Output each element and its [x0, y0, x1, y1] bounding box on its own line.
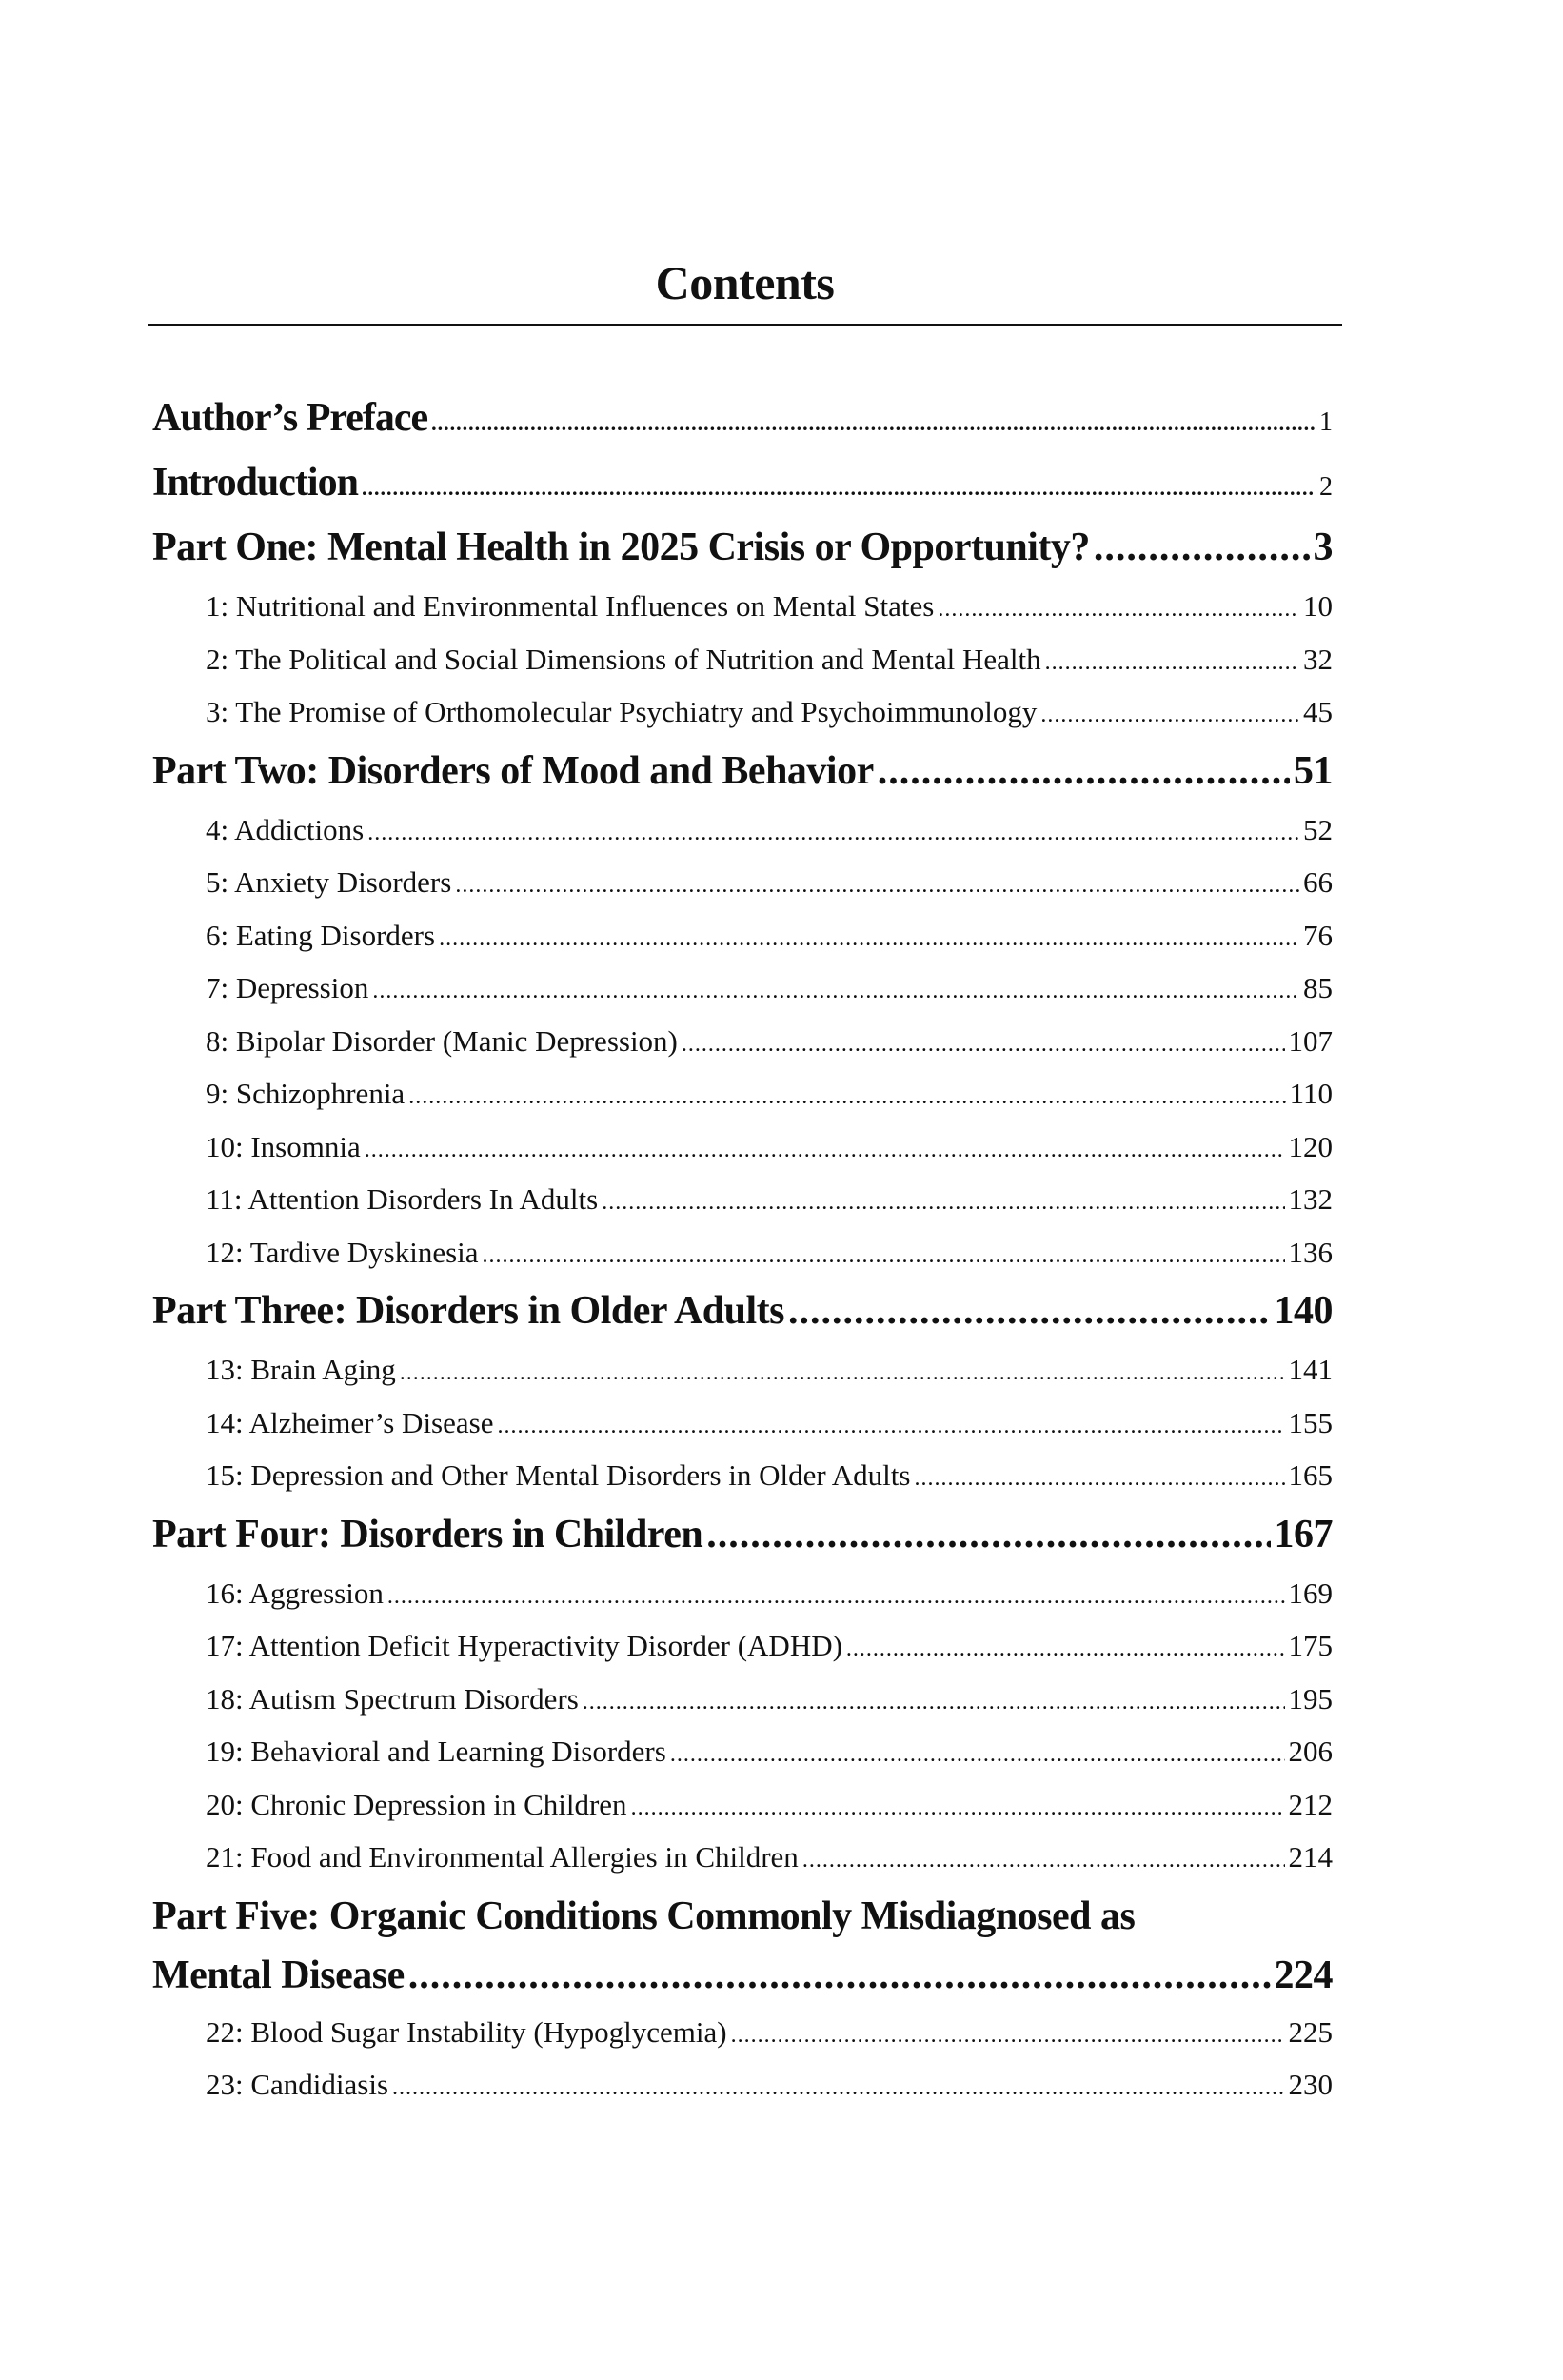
toc-chapter-label: 2: The Political and Social Dimensions of Nutrition and Mental Health [206, 642, 1041, 676]
toc-chapter-14[interactable] [152, 1406, 1333, 1459]
toc-chapter-4[interactable] [152, 813, 1333, 866]
toc-chapter-2[interactable] [152, 643, 1333, 696]
toc-page-number: 10 [1303, 589, 1333, 623]
toc-entry-label: Introduction [152, 461, 358, 505]
dot-leader [372, 979, 1299, 1004]
toc-chapter-10[interactable] [152, 1130, 1333, 1183]
toc-chapter-8[interactable] [152, 1024, 1333, 1078]
toc-chapter-9[interactable] [152, 1077, 1333, 1130]
toc-chapter-13[interactable] [152, 1353, 1333, 1406]
toc-chapter-label: 11: Attention Disorders In Adults [206, 1182, 599, 1216]
toc-chapter-label: 1: Nutritional and Environmental Influences on Mental States [206, 589, 935, 623]
toc-chapter-22[interactable] [152, 2015, 1333, 2069]
toc-page-number: 3 [1313, 526, 1333, 569]
toc-page-number: 120 [1288, 1129, 1333, 1163]
dot-leader [408, 1953, 1271, 1998]
toc-chapter-7[interactable] [152, 971, 1333, 1024]
toc-page-number: 45 [1303, 695, 1333, 728]
toc-page-number: 167 [1274, 1512, 1333, 1557]
dot-leader [455, 873, 1299, 899]
toc-part-two[interactable] [152, 748, 1333, 813]
toc-page-number: 206 [1288, 1735, 1333, 1768]
toc-part-five[interactable] [152, 1953, 1333, 2015]
toc-chapter-19[interactable] [152, 1735, 1333, 1788]
toc-page-number: 1 [1319, 407, 1333, 437]
toc-chapter-label: 7: Depression [206, 971, 369, 1004]
toc-page-number: 195 [1288, 1681, 1333, 1716]
toc-page-number: 2 [1319, 472, 1333, 502]
dot-leader [602, 1190, 1284, 1216]
dot-leader [1040, 703, 1299, 728]
dot-leader [439, 926, 1299, 952]
dot-leader [367, 821, 1299, 846]
dot-leader [682, 1032, 1285, 1058]
toc-chapter-label: 12: Tardive Dyskinesia [206, 1235, 479, 1269]
toc-chapter-21[interactable] [152, 1840, 1333, 1894]
toc-chapter-label: 4: Addictions [206, 812, 365, 846]
toc-page-number: 155 [1288, 1405, 1333, 1439]
dot-leader [788, 1288, 1271, 1334]
toc-chapter-label: 16: Aggression [206, 1576, 384, 1610]
toc-page-number: 212 [1288, 1787, 1333, 1821]
table-of-contents [152, 395, 1333, 2121]
toc-page-number: 110 [1289, 1077, 1333, 1110]
dot-leader [365, 1138, 1285, 1163]
toc-page-number: 140 [1274, 1289, 1333, 1333]
toc-page-number: 136 [1288, 1235, 1333, 1269]
toc-chapter-label: 15: Depression and Other Mental Disorders in Older Adults [206, 1458, 911, 1492]
dot-leader [392, 2075, 1284, 2101]
toc-part-label: Mental Disease [152, 1953, 405, 1997]
toc-part-label: Part Three: Disorders in Older Adults [152, 1289, 784, 1333]
toc-page-number: 132 [1288, 1182, 1333, 1216]
toc-chapter-label: 23: Candidiasis [206, 2068, 389, 2101]
toc-chapter-label: 3: The Promise of Orthomolecular Psychiatry and Psychoimmunology [206, 695, 1038, 728]
dot-leader [878, 748, 1290, 794]
dot-leader [938, 597, 1299, 623]
dot-leader [706, 1512, 1270, 1557]
dot-leader [802, 1848, 1285, 1874]
dot-leader [483, 1243, 1285, 1269]
dot-leader [914, 1466, 1284, 1492]
toc-part-four[interactable] [152, 1512, 1333, 1577]
toc-part-label: Part Two: Disorders of Mood and Behavior [152, 748, 874, 793]
toc-page-number: 85 [1303, 971, 1333, 1004]
toc-page-number: 214 [1288, 1840, 1333, 1874]
toc-chapter-label: 21: Food and Environmental Allergies in Children [206, 1840, 799, 1874]
toc-chapter-label: 5: Anxiety Disorders [206, 865, 452, 899]
toc-part-five-heading[interactable]: Part Five: Organic Conditions Commonly Misdiagnosed as [152, 1894, 1136, 1938]
dot-leader [362, 476, 1316, 501]
toc-chapter-label: 10: Insomnia [206, 1129, 361, 1163]
dot-leader [408, 1084, 1285, 1110]
dot-leader [1094, 525, 1310, 570]
toc-part-three[interactable] [152, 1288, 1333, 1353]
dot-leader [387, 1584, 1285, 1610]
toc-page-number: 52 [1303, 812, 1333, 846]
toc-chapter-16[interactable] [152, 1577, 1333, 1630]
dot-leader [583, 1690, 1285, 1716]
toc-page-number: 32 [1303, 642, 1333, 676]
toc-page-number: 165 [1288, 1458, 1333, 1492]
toc-entry-authors-preface[interactable] [152, 395, 1333, 460]
toc-entry-label: Author’s Preface [152, 396, 428, 440]
toc-chapter-label: 14: Alzheimer’s Disease [206, 1405, 494, 1439]
dot-leader [731, 2023, 1285, 2049]
toc-chapter-label: 8: Bipolar Disorder (Manic Depression) [206, 1023, 678, 1058]
toc-chapter-23[interactable] [152, 2068, 1333, 2121]
toc-page-number: 51 [1294, 748, 1333, 793]
title-rule [148, 324, 1342, 326]
toc-chapter-label: 19: Behavioral and Learning Disorders [206, 1735, 666, 1768]
toc-chapter-11[interactable] [152, 1182, 1333, 1236]
toc-page-number: 175 [1288, 1629, 1333, 1662]
dot-leader [846, 1636, 1285, 1662]
dot-leader [670, 1742, 1285, 1768]
toc-page-number: 141 [1288, 1353, 1333, 1386]
toc-page-number: 107 [1288, 1023, 1333, 1058]
toc-chapter-1[interactable] [152, 589, 1333, 643]
toc-part-one[interactable] [152, 525, 1333, 589]
toc-page-number: 230 [1288, 2068, 1333, 2101]
toc-page-number: 224 [1274, 1953, 1333, 1997]
toc-chapter-label: 9: Schizophrenia [206, 1077, 406, 1110]
toc-chapter-3[interactable] [152, 695, 1333, 748]
toc-chapter-label: 18: Autism Spectrum Disorders [206, 1681, 579, 1716]
dot-leader [631, 1795, 1285, 1821]
toc-part-label: Part Four: Disorders in Children [152, 1512, 703, 1557]
toc-chapter-label: 22: Blood Sugar Instability (Hypoglycemia) [206, 2014, 727, 2049]
toc-page-number: 76 [1303, 918, 1333, 952]
dot-leader [1045, 650, 1299, 676]
toc-chapter-label: 20: Chronic Depression in Children [206, 1787, 627, 1821]
dot-leader [431, 411, 1316, 436]
toc-page-number: 225 [1288, 2014, 1333, 2049]
toc-chapter-12[interactable] [152, 1236, 1333, 1289]
toc-part-label: Part One: Mental Health in 2025 Crisis or Opportunity? [152, 526, 1090, 569]
toc-chapter-5[interactable] [152, 865, 1333, 919]
toc-chapter-6[interactable] [152, 919, 1333, 972]
toc-chapter-20[interactable] [152, 1788, 1333, 1841]
toc-chapter-label: 17: Attention Deficit Hyperactivity Disorder (ADHD) [206, 1629, 842, 1662]
page-title: Contents [655, 256, 835, 309]
dot-leader [400, 1360, 1285, 1386]
toc-page-number: 169 [1288, 1576, 1333, 1610]
toc-page-number: 66 [1303, 865, 1333, 899]
toc-chapter-15[interactable] [152, 1458, 1333, 1512]
toc-entry-introduction[interactable] [152, 460, 1333, 525]
toc-chapter-18[interactable] [152, 1682, 1333, 1735]
toc-chapter-label: 13: Brain Aging [206, 1353, 396, 1386]
toc-chapter-17[interactable] [152, 1629, 1333, 1682]
toc-chapter-label: 6: Eating Disorders [206, 918, 436, 952]
dot-leader [497, 1414, 1284, 1439]
